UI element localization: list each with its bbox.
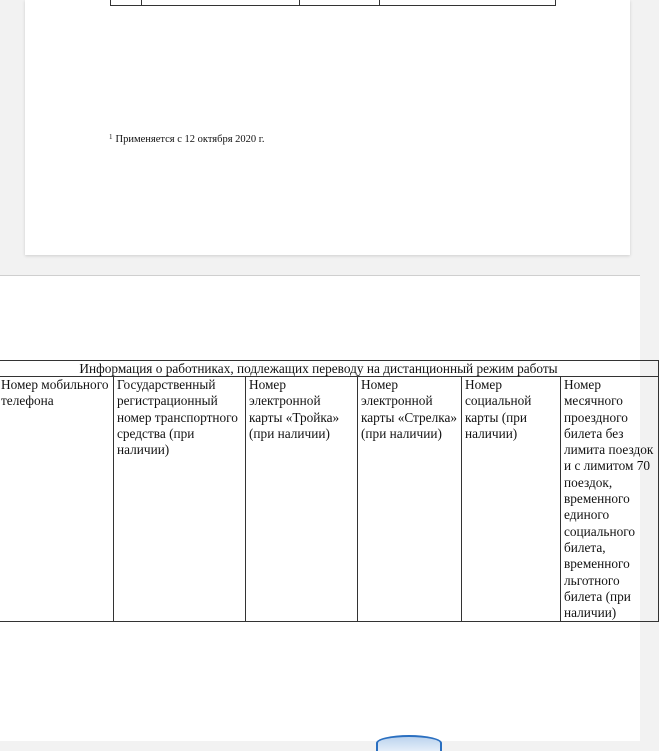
header-mobile-phone: Номер мобильного телефона	[0, 377, 114, 622]
table-divider	[299, 0, 300, 5]
header-social-card: Номер социальной карты (при наличии)	[462, 377, 561, 622]
footnote	[109, 133, 265, 146]
current-page	[0, 276, 654, 741]
header-strelka-card: Номер электронной карты «Стрелка» (при наличии)	[358, 377, 462, 622]
header-monthly-ticket: Номер месячного проездного билета без лимита поездок и с лимитом 70 поездок, временного единого социального билета, временного льготного билета (при наличии)	[561, 377, 659, 622]
table-divider	[379, 0, 380, 5]
table-caption: Информация о работниках, подлежащих переводу на дистанционный режим работы	[0, 361, 659, 377]
previous-table-bottom	[110, 0, 556, 6]
footnote-marker: 1	[109, 133, 113, 141]
header-troika-card: Номер электронной карты «Тройка» (при наличии)	[246, 377, 358, 622]
footnote-text: Применяется с 12 октября 2020 г.	[115, 134, 265, 145]
table-divider	[141, 0, 142, 5]
previous-page	[25, 0, 630, 255]
header-vehicle-number: Государственный регистрационный номер транспортного средства (при наличии)	[114, 377, 246, 622]
emblem-icon	[376, 735, 442, 751]
employees-table	[0, 360, 659, 622]
